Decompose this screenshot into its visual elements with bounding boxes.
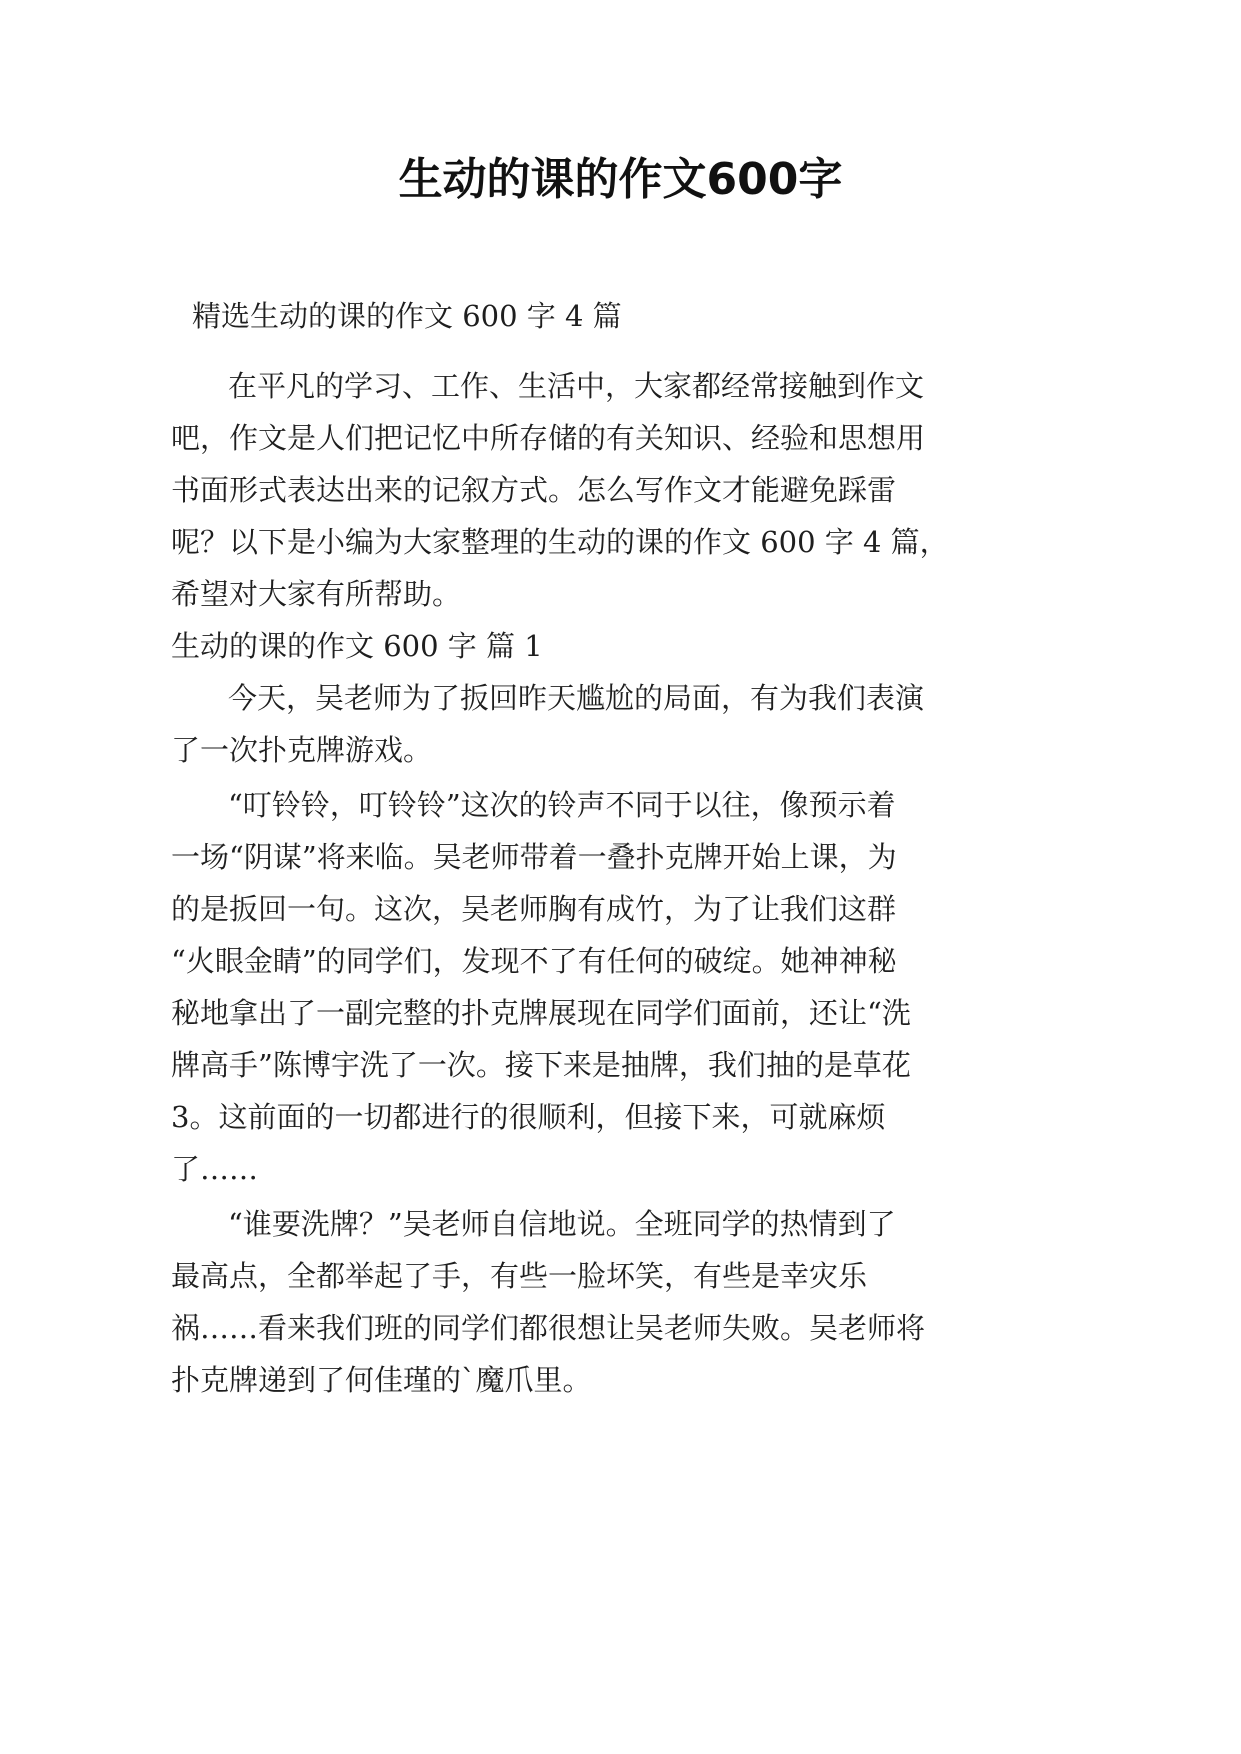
document-title: 生动的课的作文600字 <box>398 154 843 205</box>
paragraph-line: 的是扳回一句。这次，吴老师胸有成竹，为了让我们这群 <box>171 892 897 926</box>
paragraph-line: 秘地拿出了一副完整的扑克牌展现在同学们面前，还让“洗 <box>171 996 911 1030</box>
intro-line: 呢？以下是小编为大家整理的生动的课的作文 600 字 4 篇， <box>171 525 949 559</box>
paragraph-line: “叮铃铃，叮铃铃”这次的铃声不同于以往，像预示着 <box>228 788 896 822</box>
paragraph-line: 一场“阴谋”将来临。吴老师带着一叠扑克牌开始上课，为 <box>171 840 897 874</box>
paragraph-line: 祸……看来我们班的同学们都很想让吴老师失败。吴老师将 <box>171 1311 926 1345</box>
paragraph-line: “火眼金睛”的同学们，发现不了有任何的破绽。她神神秘 <box>171 944 897 978</box>
paragraph-line: 今天，吴老师为了扳回昨天尴尬的局面，有为我们表演 <box>228 681 925 715</box>
section-heading: 生动的课的作文 600 字 篇 1 <box>171 629 543 663</box>
intro-line: 在平凡的学习、工作、生活中，大家都经常接触到作文 <box>228 369 925 403</box>
paragraph-line: 了一次扑克牌游戏。 <box>171 733 433 767</box>
paragraph-line: 牌高手”陈博宇洗了一次。接下来是抽牌，我们抽的是草花 <box>171 1048 911 1082</box>
paragraph-line: “谁要洗牌？”吴老师自信地说。全班同学的热情到了 <box>228 1207 896 1241</box>
document-subtitle: 精选生动的课的作文 600 字 4 篇 <box>192 299 622 333</box>
intro-line: 书面形式表达出来的记叙方式。怎么写作文才能避免踩雷 <box>171 473 897 507</box>
intro-line: 吧，作文是人们把记忆中所存储的有关知识、经验和思想用 <box>171 421 926 455</box>
paragraph-line: 了…… <box>171 1152 259 1186</box>
paragraph-line: 扑克牌递到了何佳瑾的`魔爪里。 <box>171 1363 592 1397</box>
paragraph-line: 最高点，全都举起了手，有些一脸坏笑，有些是幸灾乐 <box>171 1259 868 1293</box>
intro-line: 希望对大家有所帮助。 <box>171 577 462 611</box>
paragraph-line: 3。这前面的一切都进行的很顺利，但接下来，可就麻烦 <box>171 1100 886 1134</box>
